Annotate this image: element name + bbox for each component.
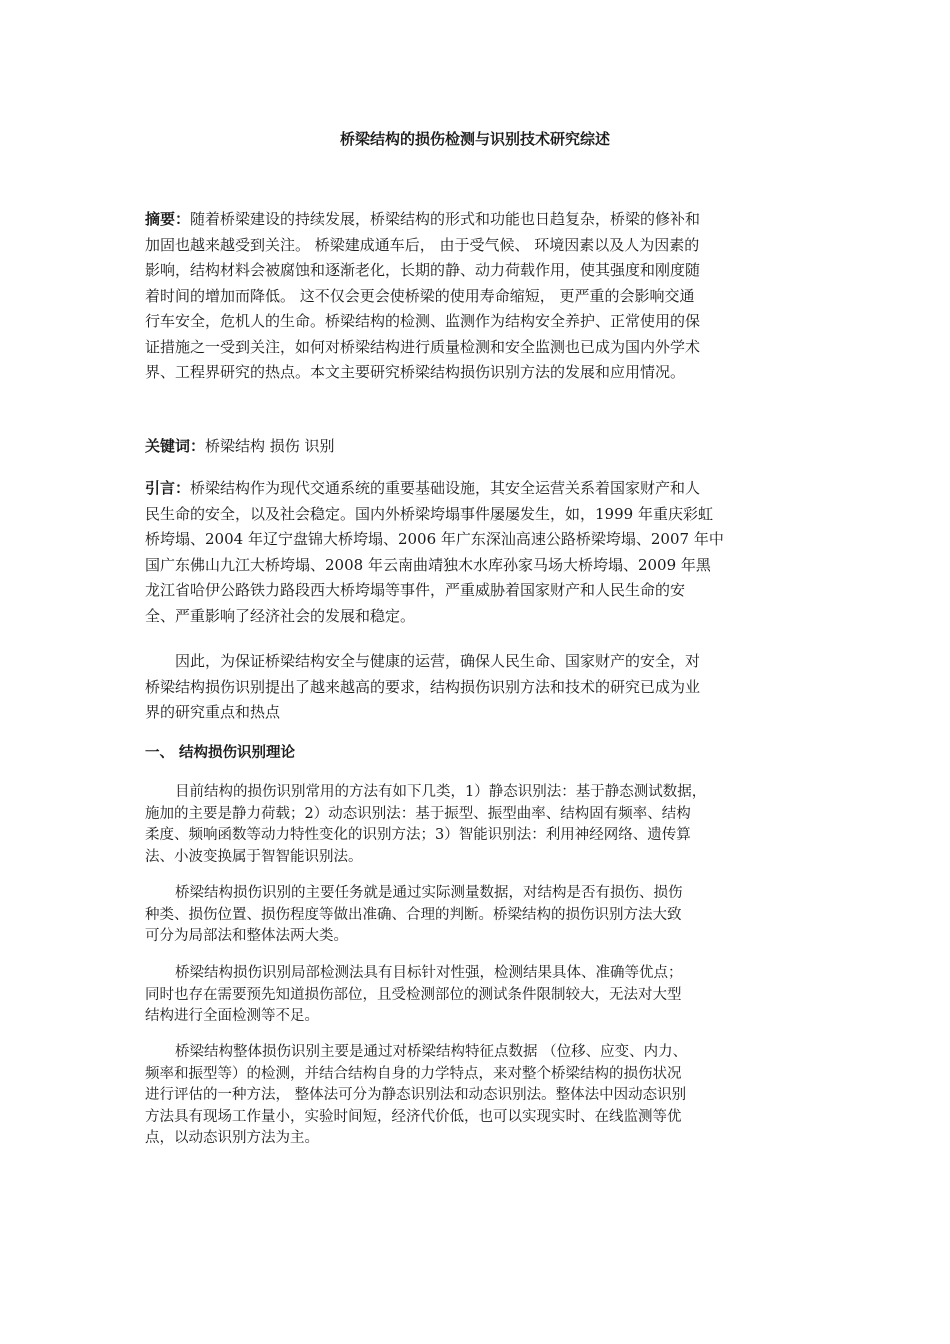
intro-p2-line: 因此，为保证桥梁结构安全与健康的运营，确保人民生命、国家财产的安全，对 xyxy=(175,652,701,670)
intro-line: 国广东佛山九江大桥垮塌、2008 年云南曲靖独木水库孙家马场大桥垮塌、2009 年黑 xyxy=(145,555,711,574)
intro-p2-line: 界的研究重点和热点 xyxy=(145,703,281,721)
s1-p1-line: 法、小波变换属于智智能识别法。 xyxy=(145,848,363,865)
abstract-line: 界、工程界研究的热点。本文主要研究桥梁结构损伤识别方法的发展和应用情况。 xyxy=(145,363,686,381)
keywords-label: 关键词： xyxy=(145,437,206,455)
section1-paragraph-4 xyxy=(145,1042,810,1150)
section-heading: 一、 结构损伤识别理论 xyxy=(145,745,296,761)
s1-p3-line: 桥梁结构损伤识别局部检测法具有目标针对性强，检测结果具体、准确等优点； xyxy=(175,965,683,981)
s1-p1-line: 柔度、频响函数等动力特性变化的识别方法；3）智能识别法：利用神经网络、遗传算 xyxy=(145,827,691,843)
intro-line: 民生命的安全，以及社会稳定。国内外桥梁垮塌事件屡屡发生，如，1999 年重庆彩虹 xyxy=(145,504,713,523)
abstract-line: 影响，结构材料会被腐蚀和逐渐老化，长期的静、动力荷载作用，使其强度和刚度随 xyxy=(145,261,701,279)
abstract-paragraph xyxy=(145,207,810,386)
s1-p4-line: 桥梁结构整体损伤识别主要是通过对桥梁结构特征点数据 （位移、应变、内力、 xyxy=(175,1044,688,1060)
s1-p2-line: 桥梁结构损伤识别的主要任务就是通过实际测量数据，对结构是否有损伤、损伤 xyxy=(175,885,683,901)
page-title: 桥梁结构的损伤检测与识别技术研究综述 xyxy=(339,130,610,148)
intro-line: 全、严重影响了经济社会的发展和稳定。 xyxy=(145,606,416,625)
s1-p3-line: 同时也存在需要预先知道损伤部位，且受检测部位的测试条件限制较大，无法对大型 xyxy=(145,986,682,1003)
s1-p3-line: 结构进行全面检测等不足。 xyxy=(145,1008,319,1024)
s1-p4-line: 方法具有现场工作量小，实验时间短，经济代价低，也可以实现实时、在线监测等优 xyxy=(145,1108,682,1125)
s1-p2-line: 种类、损伤位置、损伤程度等做出准确、合理的判断。桥梁结构的损伤识别方法大致 xyxy=(145,906,682,923)
abstract-line: 加固也越来越受到关注。 桥梁建成通车后， 由于受气候、 环境因素以及人为因素的 xyxy=(145,235,700,254)
intro-paragraph xyxy=(145,476,810,629)
s1-p1-line: 施加的主要是静力荷载；2）动态识别法：基于振型、振型曲率、结构固有频率、结构 xyxy=(145,805,691,822)
intro-line: 桥垮塌、2004 年辽宁盘锦大桥垮塌、2006 年广东深汕高速公路桥梁垮塌、2007 年中 xyxy=(145,530,724,548)
section1-paragraph-3 xyxy=(145,963,810,1028)
section1-paragraph-1 xyxy=(145,782,810,868)
s1-p2-line: 可分为局部法和整体法两大类。 xyxy=(145,928,348,944)
abstract-line: 证措施之一受到关注，如何对桥梁结构进行质量检测和安全监测也已成为国内外学术 xyxy=(145,337,701,356)
abstract-line: 着时间的增加而降低。 这不仅会更会使桥梁的使用寿命缩短， 更严重的会影响交通 xyxy=(145,286,695,305)
abstract-label: 摘要： xyxy=(145,210,191,228)
keywords-text: 桥梁结构 损伤 识别 xyxy=(205,437,335,455)
s1-p4-line: 频率和振型等）的检测，并结合结构自身的力学特点，来对整个桥梁结构的损伤状况 xyxy=(145,1065,682,1082)
section1-paragraph-2 xyxy=(145,883,810,948)
abstract-line: 行车安全，危机人的生命。桥梁结构的检测、监测作为结构安全养护、正常使用的保 xyxy=(145,312,701,330)
s1-p4-line: 点，以动态识别方法为主。 xyxy=(145,1130,319,1146)
abstract-line: 随着桥梁建设的持续发展，桥梁结构的形式和功能也日趋复杂，桥梁的修补和 xyxy=(190,210,701,228)
intro-label: 引言： xyxy=(145,479,191,497)
s1-p4-line: 进行评估的一种方法， 整体法可分为静态识别法和动态识别法。整体法中因动态识别 xyxy=(145,1087,687,1103)
intro-paragraph-2 xyxy=(145,649,810,726)
intro-line: 龙江省哈伊公路铁力路段西大桥垮塌等事件，严重威胁着国家财产和人民生命的安 xyxy=(145,581,686,599)
s1-p1-line: 目前结构的损伤识别常用的方法有如下几类，1）静态识别法：基于静态测试数据， xyxy=(175,784,707,800)
intro-line: 桥梁结构作为现代交通系统的重要基础设施，其安全运营关系着国家财产和人 xyxy=(190,479,701,497)
keywords-line xyxy=(145,434,810,460)
intro-p2-line: 桥梁结构损伤识别提出了越来越高的要求，结构损伤识别方法和技术的研究已成为业 xyxy=(145,677,701,696)
